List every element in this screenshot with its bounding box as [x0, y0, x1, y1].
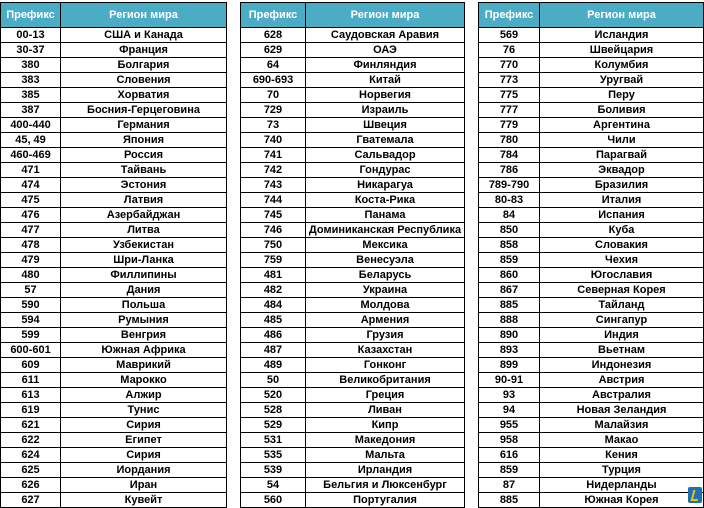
prefix-cell: 90-91	[479, 373, 540, 388]
region-cell: Македония	[306, 433, 465, 448]
prefix-cell: 380	[1, 58, 61, 73]
table-row	[479, 388, 704, 403]
table-row	[241, 118, 465, 133]
region-cell: Италия	[540, 193, 704, 208]
table-row	[479, 223, 704, 238]
prefix-cell: 628	[241, 28, 306, 43]
table-row	[1, 373, 227, 388]
prefix-cell: 80-83	[479, 193, 540, 208]
prefix-cell: 30-37	[1, 43, 61, 58]
prefix-cell: 73	[241, 118, 306, 133]
prefix-cell: 746	[241, 223, 306, 238]
region-cell: Алжир	[61, 388, 227, 403]
prefix-cell: 899	[479, 358, 540, 373]
table-row	[1, 238, 227, 253]
region-cell: Малайзия	[540, 418, 704, 433]
prefix-cell: 780	[479, 133, 540, 148]
region-cell: Хорватия	[61, 88, 227, 103]
prefix-cell: 955	[479, 418, 540, 433]
table-row	[479, 448, 704, 463]
table-row	[241, 268, 465, 283]
region-cell: Индонезия	[540, 358, 704, 373]
table-row	[241, 463, 465, 478]
table-row	[1, 493, 227, 508]
region-cell: Аргентина	[540, 118, 704, 133]
table-row	[479, 178, 704, 193]
region-cell: Гонконг	[306, 358, 465, 373]
table-row	[479, 313, 704, 328]
table-row	[241, 253, 465, 268]
header-prefix: Префикс	[479, 3, 540, 28]
region-cell: Бразилия	[540, 178, 704, 193]
prefix-cell: 484	[241, 298, 306, 313]
prefix-cell: 474	[1, 178, 61, 193]
prefix-cell: 87	[479, 478, 540, 493]
region-cell: Никарагуа	[306, 178, 465, 193]
table-row	[479, 433, 704, 448]
table-row	[1, 433, 227, 448]
region-cell: Панама	[306, 208, 465, 223]
logo-icon	[688, 487, 702, 503]
region-cell: Гондурас	[306, 163, 465, 178]
region-cell: Венесуэла	[306, 253, 465, 268]
table-row	[241, 28, 465, 43]
prefix-cell: 486	[241, 328, 306, 343]
table-row	[1, 193, 227, 208]
prefix-cell: 471	[1, 163, 61, 178]
prefix-cell: 70	[241, 88, 306, 103]
region-cell: Норвегия	[306, 88, 465, 103]
prefix-cell: 885	[479, 493, 540, 508]
prefix-cell: 859	[479, 463, 540, 478]
table-row	[1, 148, 227, 163]
table-row	[479, 373, 704, 388]
table-row	[479, 493, 704, 508]
table-row	[241, 73, 465, 88]
table-row	[1, 268, 227, 283]
prefix-cell: 84	[479, 208, 540, 223]
table-row	[241, 43, 465, 58]
region-cell: Финляндия	[306, 58, 465, 73]
table-row	[241, 163, 465, 178]
region-cell: США и Канада	[61, 28, 227, 43]
table-row	[479, 88, 704, 103]
table-row	[241, 208, 465, 223]
region-cell: Эстония	[61, 178, 227, 193]
prefix-cell: 76	[479, 43, 540, 58]
prefix-cell: 569	[479, 28, 540, 43]
prefix-cell: 54	[241, 478, 306, 493]
table-row	[241, 193, 465, 208]
table-row	[1, 448, 227, 463]
region-cell: Колумбия	[540, 58, 704, 73]
prefix-cell: 487	[241, 343, 306, 358]
table-row	[479, 103, 704, 118]
region-cell: Южная Африка	[61, 343, 227, 358]
region-cell: Германия	[61, 118, 227, 133]
prefix-cell: 560	[241, 493, 306, 508]
region-cell: Босния-Герцеговина	[61, 103, 227, 118]
prefix-cell: 64	[241, 58, 306, 73]
prefix-cell: 627	[1, 493, 61, 508]
table-row	[479, 163, 704, 178]
table-row	[1, 253, 227, 268]
prefix-cell: 740	[241, 133, 306, 148]
region-cell: Филлипины	[61, 268, 227, 283]
region-cell: Шри-Ланка	[61, 253, 227, 268]
prefix-cell: 590	[1, 298, 61, 313]
header-region: Регион мира	[540, 3, 704, 28]
region-cell: Грузия	[306, 328, 465, 343]
table-row	[241, 388, 465, 403]
prefix-cell: 475	[1, 193, 61, 208]
region-cell: Сирия	[61, 418, 227, 433]
table-row	[241, 178, 465, 193]
prefix-cell: 383	[1, 73, 61, 88]
prefix-cell: 57	[1, 283, 61, 298]
region-cell: Югославия	[540, 268, 704, 283]
table-row	[241, 298, 465, 313]
region-cell: Парагвай	[540, 148, 704, 163]
table-row	[1, 313, 227, 328]
region-cell: Япония	[61, 133, 227, 148]
prefix-cell: 867	[479, 283, 540, 298]
table-row	[1, 343, 227, 358]
prefix-cell: 480	[1, 268, 61, 283]
prefix-cell: 770	[479, 58, 540, 73]
prefix-cell: 850	[479, 223, 540, 238]
prefix-cell: 729	[241, 103, 306, 118]
prefix-table-2	[240, 2, 465, 508]
region-cell: Армения	[306, 313, 465, 328]
region-cell: Мальта	[306, 448, 465, 463]
region-cell: Куба	[540, 223, 704, 238]
region-cell: Новая Зеландия	[540, 403, 704, 418]
prefix-cell: 539	[241, 463, 306, 478]
region-cell: Сингапур	[540, 313, 704, 328]
table-row	[479, 73, 704, 88]
table-row	[1, 178, 227, 193]
region-cell: Тунис	[61, 403, 227, 418]
prefix-cell: 600-601	[1, 343, 61, 358]
prefix-cell: 478	[1, 238, 61, 253]
region-cell: Мексика	[306, 238, 465, 253]
prefix-cell: 520	[241, 388, 306, 403]
region-cell: Великобритания	[306, 373, 465, 388]
region-cell: Ирландия	[306, 463, 465, 478]
region-cell: Маврикий	[61, 358, 227, 373]
table-row	[241, 418, 465, 433]
table-row	[241, 433, 465, 448]
prefix-cell: 888	[479, 313, 540, 328]
table-row	[241, 493, 465, 508]
region-cell: Швейцария	[540, 43, 704, 58]
prefix-cell: 629	[241, 43, 306, 58]
table-row	[1, 88, 227, 103]
table-row	[479, 133, 704, 148]
table-row	[479, 58, 704, 73]
table-row	[241, 223, 465, 238]
prefix-cell: 745	[241, 208, 306, 223]
prefix-cell: 621	[1, 418, 61, 433]
table-row	[241, 373, 465, 388]
region-cell: Узбекистан	[61, 238, 227, 253]
prefix-cell: 485	[241, 313, 306, 328]
table-row	[479, 28, 704, 43]
region-cell: Северная Корея	[540, 283, 704, 298]
table-row	[241, 478, 465, 493]
prefix-cell: 535	[241, 448, 306, 463]
region-cell: Кувейт	[61, 493, 227, 508]
region-cell: Австрия	[540, 373, 704, 388]
table-row	[1, 208, 227, 223]
region-cell: Казахстан	[306, 343, 465, 358]
region-cell: Сальвадор	[306, 148, 465, 163]
prefix-cell: 759	[241, 253, 306, 268]
region-cell: Россия	[61, 148, 227, 163]
region-cell: Кипр	[306, 418, 465, 433]
prefix-cell: 616	[479, 448, 540, 463]
region-cell: Боливия	[540, 103, 704, 118]
region-cell: Макао	[540, 433, 704, 448]
region-cell: Доминиканская Республика	[306, 223, 465, 238]
region-cell: Словения	[61, 73, 227, 88]
table-row	[241, 403, 465, 418]
region-cell: Гватемала	[306, 133, 465, 148]
table-row	[241, 58, 465, 73]
table-row	[1, 478, 227, 493]
table-row	[479, 253, 704, 268]
table-row	[479, 118, 704, 133]
table-row	[241, 448, 465, 463]
region-cell: Уругвай	[540, 73, 704, 88]
prefix-cell: 859	[479, 253, 540, 268]
prefix-cell: 784	[479, 148, 540, 163]
table-row	[1, 73, 227, 88]
region-cell: Иран	[61, 478, 227, 493]
prefix-cell: 479	[1, 253, 61, 268]
region-cell: Австралия	[540, 388, 704, 403]
table-row	[1, 418, 227, 433]
prefix-cell: 476	[1, 208, 61, 223]
prefix-cell: 613	[1, 388, 61, 403]
table-row	[1, 283, 227, 298]
prefix-cell: 775	[479, 88, 540, 103]
table-row	[479, 358, 704, 373]
region-cell: Дания	[61, 283, 227, 298]
prefix-cell: 741	[241, 148, 306, 163]
region-cell: Греция	[306, 388, 465, 403]
table-row	[1, 388, 227, 403]
prefix-cell: 93	[479, 388, 540, 403]
region-cell: Венгрия	[61, 328, 227, 343]
table-row	[1, 358, 227, 373]
table-row	[241, 133, 465, 148]
prefix-cell: 885	[479, 298, 540, 313]
region-cell: Чехия	[540, 253, 704, 268]
prefix-cell: 482	[241, 283, 306, 298]
table-row	[479, 298, 704, 313]
region-cell: Китай	[306, 73, 465, 88]
prefix-cell: 624	[1, 448, 61, 463]
region-cell: Перу	[540, 88, 704, 103]
region-cell: ОАЭ	[306, 43, 465, 58]
region-cell: Румыния	[61, 313, 227, 328]
table-row	[479, 43, 704, 58]
region-cell: Эквадор	[540, 163, 704, 178]
prefix-cell: 531	[241, 433, 306, 448]
prefix-cell: 481	[241, 268, 306, 283]
prefix-cell: 625	[1, 463, 61, 478]
region-cell: Литва	[61, 223, 227, 238]
prefix-cell: 779	[479, 118, 540, 133]
region-cell: Ливан	[306, 403, 465, 418]
table-row	[479, 343, 704, 358]
prefix-cell: 958	[479, 433, 540, 448]
table-row	[1, 223, 227, 238]
prefix-cell: 786	[479, 163, 540, 178]
prefix-cell: 460-469	[1, 148, 61, 163]
table-row	[1, 103, 227, 118]
prefix-cell: 789-790	[479, 178, 540, 193]
prefix-cell: 893	[479, 343, 540, 358]
region-cell: Исландия	[540, 28, 704, 43]
prefix-cell: 622	[1, 433, 61, 448]
table-row	[479, 268, 704, 283]
prefix-cell: 750	[241, 238, 306, 253]
prefix-cell: 742	[241, 163, 306, 178]
prefix-table-3	[478, 2, 704, 508]
prefix-cell: 858	[479, 238, 540, 253]
region-cell: Украина	[306, 283, 465, 298]
region-cell: Португалия	[306, 493, 465, 508]
region-cell: Польша	[61, 298, 227, 313]
region-cell: Латвия	[61, 193, 227, 208]
prefix-cell: 45, 49	[1, 133, 61, 148]
header-region: Регион мира	[306, 3, 465, 28]
table-row	[241, 283, 465, 298]
table-row	[479, 283, 704, 298]
table-row	[1, 133, 227, 148]
prefix-cell: 744	[241, 193, 306, 208]
region-cell: Молдова	[306, 298, 465, 313]
region-cell: Испания	[540, 208, 704, 223]
region-cell: Тайвань	[61, 163, 227, 178]
prefix-cell: 609	[1, 358, 61, 373]
table-row	[479, 148, 704, 163]
table-row	[1, 43, 227, 58]
region-cell: Бельгия и Люксенбург	[306, 478, 465, 493]
table-row	[479, 463, 704, 478]
region-cell: Египет	[61, 433, 227, 448]
header-prefix: Префикс	[1, 3, 61, 28]
prefix-cell: 477	[1, 223, 61, 238]
table-row	[1, 163, 227, 178]
region-cell: Словакия	[540, 238, 704, 253]
prefix-cell: 594	[1, 313, 61, 328]
region-cell: Беларусь	[306, 268, 465, 283]
prefix-cell: 611	[1, 373, 61, 388]
region-cell: Нидерланды	[540, 478, 704, 493]
table-row	[241, 103, 465, 118]
prefix-cell: 489	[241, 358, 306, 373]
region-cell: Тайланд	[540, 298, 704, 313]
table-row	[241, 238, 465, 253]
region-cell: Чили	[540, 133, 704, 148]
prefix-cell: 00-13	[1, 28, 61, 43]
region-cell: Южная Корея	[540, 493, 704, 508]
header-prefix: Префикс	[241, 3, 306, 28]
table-row	[241, 88, 465, 103]
table-row	[241, 148, 465, 163]
table-row	[241, 313, 465, 328]
region-cell: Кения	[540, 448, 704, 463]
table-row	[241, 343, 465, 358]
prefix-cell: 400-440	[1, 118, 61, 133]
region-cell: Болгария	[61, 58, 227, 73]
prefix-cell: 387	[1, 103, 61, 118]
prefix-cell: 890	[479, 328, 540, 343]
table-row	[241, 358, 465, 373]
region-cell: Индия	[540, 328, 704, 343]
table-row	[241, 328, 465, 343]
region-cell: Израиль	[306, 103, 465, 118]
table-row	[479, 478, 704, 493]
prefix-cell: 50	[241, 373, 306, 388]
prefix-cell: 777	[479, 103, 540, 118]
region-cell: Коста-Рика	[306, 193, 465, 208]
prefix-cell: 385	[1, 88, 61, 103]
region-cell: Саудовская Аравия	[306, 28, 465, 43]
table-row	[479, 208, 704, 223]
prefix-cell: 690-693	[241, 73, 306, 88]
prefix-cell: 773	[479, 73, 540, 88]
table-row	[479, 238, 704, 253]
table-row	[1, 298, 227, 313]
region-cell: Франция	[61, 43, 227, 58]
prefix-cell: 860	[479, 268, 540, 283]
region-cell: Азербайджан	[61, 208, 227, 223]
prefix-cell: 94	[479, 403, 540, 418]
prefix-cell: 529	[241, 418, 306, 433]
region-cell: Вьетнам	[540, 343, 704, 358]
table-row	[479, 193, 704, 208]
prefix-cell: 599	[1, 328, 61, 343]
table-row	[1, 328, 227, 343]
region-cell: Иордания	[61, 463, 227, 478]
header-region: Регион мира	[61, 3, 227, 28]
table-row	[1, 403, 227, 418]
region-cell: Марокко	[61, 373, 227, 388]
region-cell: Турция	[540, 463, 704, 478]
prefix-cell: 626	[1, 478, 61, 493]
region-cell: Сирия	[61, 448, 227, 463]
prefix-table-1	[0, 2, 227, 508]
table-row	[479, 418, 704, 433]
table-row	[1, 118, 227, 133]
prefix-cell: 743	[241, 178, 306, 193]
table-row	[479, 403, 704, 418]
table-row	[1, 58, 227, 73]
prefix-cell: 528	[241, 403, 306, 418]
prefix-cell: 619	[1, 403, 61, 418]
table-row	[479, 328, 704, 343]
table-row	[1, 28, 227, 43]
region-cell: Швеция	[306, 118, 465, 133]
table-row	[1, 463, 227, 478]
